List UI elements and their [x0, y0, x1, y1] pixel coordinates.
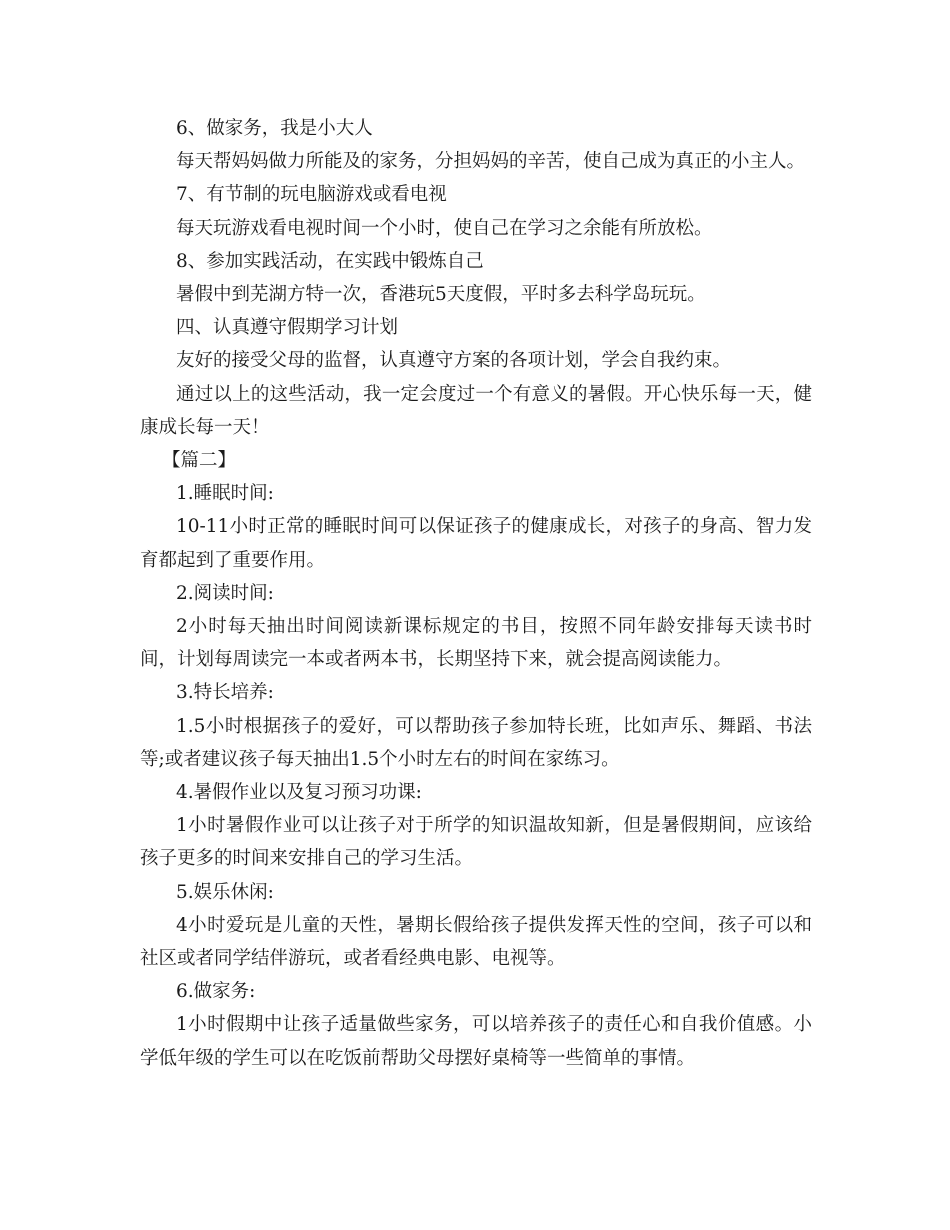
- paragraph-sleep: 10-11小时正常的睡眠时间可以保证孩子的健康成长，对孩子的身高、智力发育都起到了重要作用。: [140, 516, 812, 571]
- heading-leisure: 5.娱乐休闲:: [176, 881, 274, 903]
- heading-homework: 4.暑假作业以及复习预习功课:: [176, 782, 422, 804]
- paragraph-leisure: 4小时爱玩是儿童的天性，暑期长假给孩子提供发挥天性的空间，孩子可以和社区或者同学结伴游玩，或者看经典电影、电视等。: [140, 914, 812, 970]
- paragraph-reading: 2小时每天抽出时间阅读新课标规定的书目，按照不同年龄安排每天读书时间，计划每周读完一本或者两本书，长期坚持下来，就会提高阅读能力。: [140, 616, 812, 671]
- heading-practice: 8、参加实践活动，在实践中锻炼自己: [176, 250, 484, 272]
- paragraph-homework: 1小时暑假作业可以让孩子对于所学的知识温故知新，但是暑假期间，应该给孩子更多的时间来安排自己的学习生活。: [140, 815, 812, 870]
- heading-reading: 2.阅读时间:: [176, 582, 274, 604]
- paragraph-games-tv: 每天玩游戏看电视时间一个小时，使自己在学习之余能有所放松。: [176, 217, 713, 239]
- section-title-part-two: 【篇二】: [162, 450, 237, 472]
- heading-games-tv: 7、有节制的玩电脑游戏或看电视: [176, 184, 447, 206]
- paragraph-follow-plan: 友好的接受父母的监督，认真遵守方案的各项计划，学会自我约束。: [176, 350, 732, 372]
- heading-chores: 6.做家务:: [176, 981, 256, 1003]
- heading-sleep: 1.睡眠时间:: [176, 483, 274, 505]
- document-page: [140, 112, 812, 1075]
- paragraph-practice: 暑假中到芜湖方特一次，香港玩5天度假，平时多去科学岛玩玩。: [176, 284, 706, 306]
- paragraph-chores: 1小时假期中让孩子适量做些家务，可以培养孩子的责任心和自我价值感。小学低年级的学生可以在吃饭前帮助父母摆好桌椅等一些简单的事情。: [140, 1014, 812, 1069]
- heading-follow-plan: 四、认真遵守假期学习计划: [176, 317, 399, 339]
- heading-housework: 6、做家务，我是小大人: [176, 118, 373, 139]
- paragraph-conclusion: 通过以上的这些活动，我一定会度过一个有意义的暑假。开心快乐每一天，健康成长每一天！: [140, 383, 812, 438]
- heading-talent: 3.特长培养:: [176, 682, 274, 704]
- paragraph-talent: 1.5小时根据孩子的爱好，可以帮助孩子参加特长班，比如声乐、舞蹈、书法等;或者建议孩子每天抽出1.5个小时左右的时间在家练习。: [140, 715, 812, 770]
- paragraph-housework: 每天帮妈妈做力所能及的家务，分担妈妈的辛苦，使自己成为真正的小主人。: [176, 151, 806, 173]
